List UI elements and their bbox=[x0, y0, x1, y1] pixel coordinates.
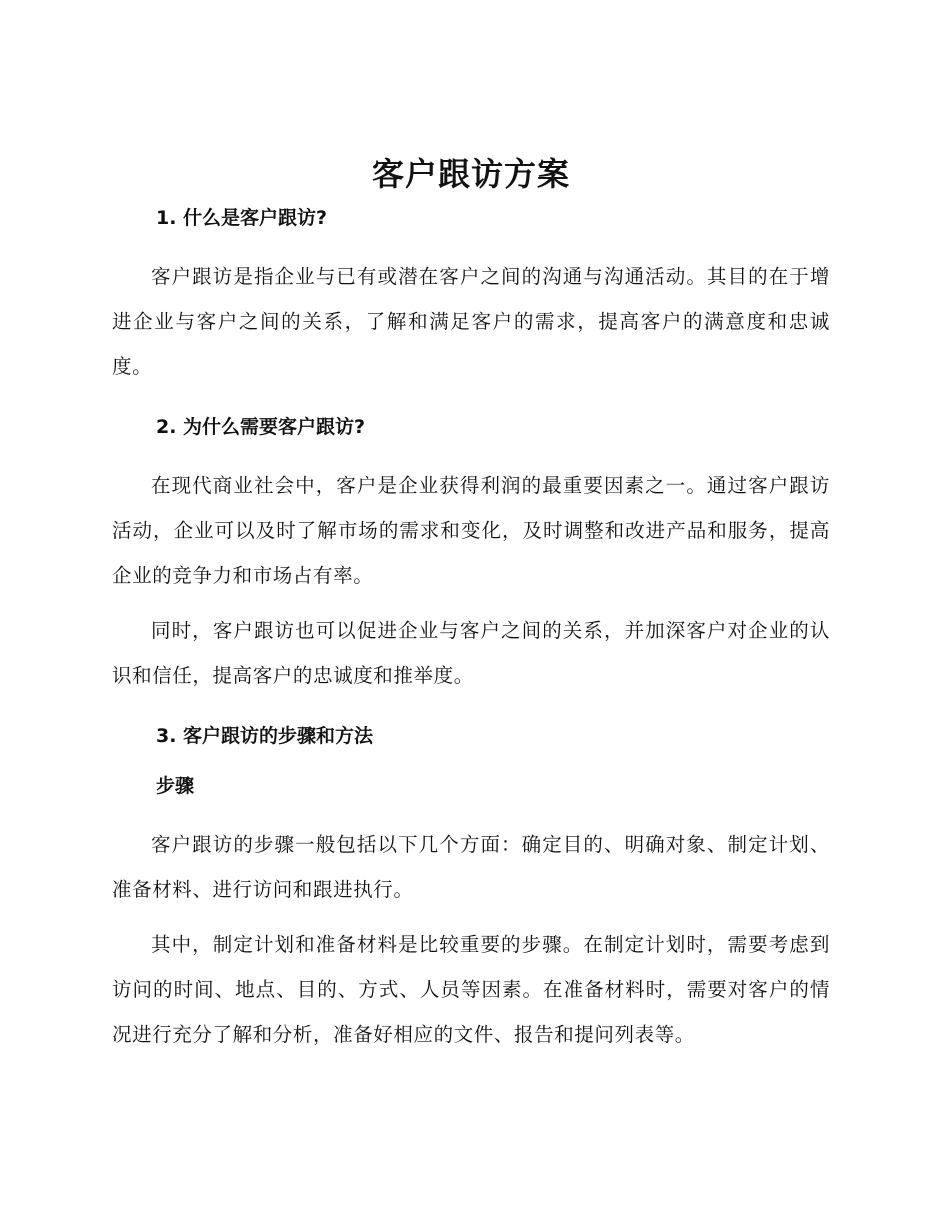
section-1-paragraph-1: 客户跟访是指企业与已有或潜在客户之间的沟通与沟通活动。其目的在于增进企业与客户之间的关系，了解和满足客户的需求，提高客户的满意度和忠诚度。 bbox=[112, 265, 830, 378]
document-page bbox=[112, 150, 830, 1057]
section-heading-3: 3. 客户跟访的步骤和方法 bbox=[156, 725, 374, 747]
section-3-paragraph-1: 客户跟访的步骤一般包括以下几个方面：确定目的、明确对象、制定计划、准备材料、进行访问和跟进执行。 bbox=[112, 833, 830, 901]
section-heading-1: 1. 什么是客户跟访? bbox=[156, 207, 328, 229]
section-3-subheading: 步骤 bbox=[156, 775, 195, 797]
section-2-paragraph-2: 同时，客户跟访也可以促进企业与客户之间的关系，并加深客户对企业的认识和信任，提高客户的忠诚度和推举度。 bbox=[112, 619, 830, 687]
section-2-paragraph-1: 在现代商业社会中，客户是企业获得利润的最重要因素之一。通过客户跟访活动，企业可以及时了解市场的需求和变化，及时调整和改进产品和服务，提高企业的竞争力和市场占有率。 bbox=[112, 474, 830, 587]
section-heading-2: 2. 为什么需要客户跟访? bbox=[156, 416, 366, 438]
document-title: 客户跟访方案 bbox=[371, 155, 570, 193]
section-3-paragraph-2: 其中，制定计划和准备材料是比较重要的步骤。在制定计划时，需要考虑到访问的时间、地点、目的、方式、人员等因素。在准备材料时，需要对客户的情况进行充分了解和分析，准备好相应的文件、报告和提问列表等。 bbox=[112, 933, 830, 1046]
